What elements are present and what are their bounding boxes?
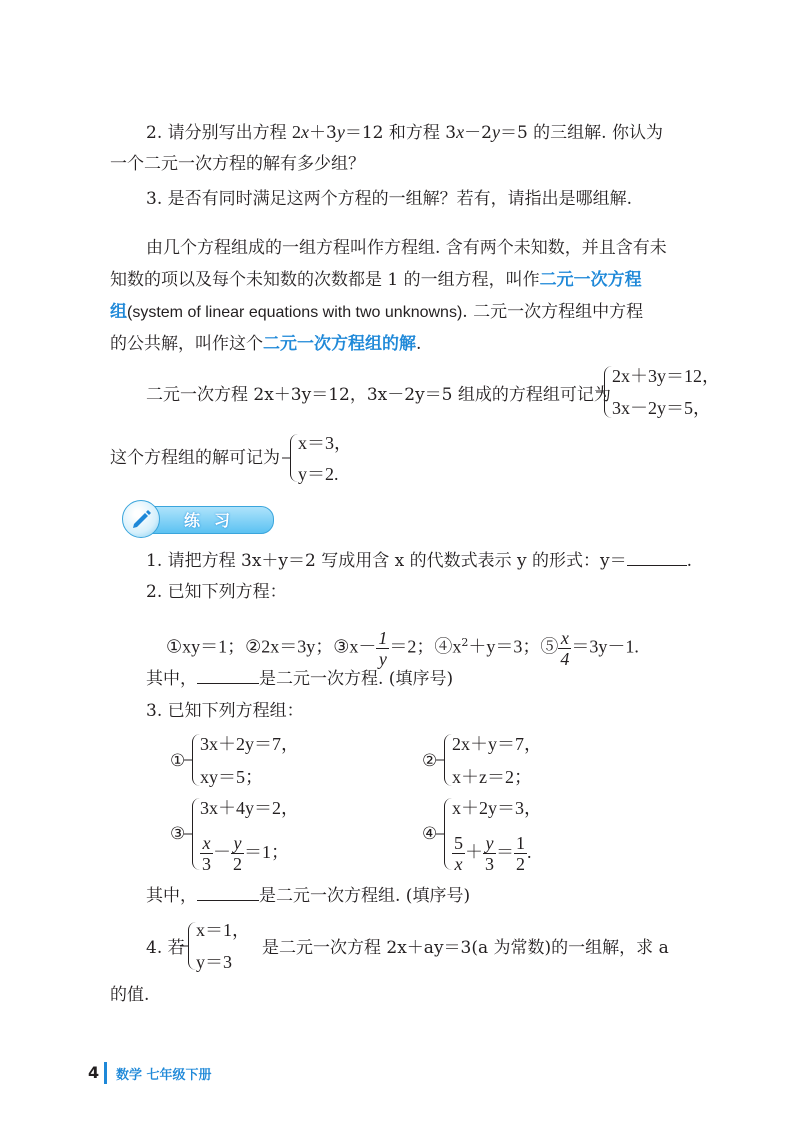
system-3-eq-1: 3x＋4y＝2， bbox=[200, 798, 299, 818]
definition-line-3: 组(system of linear equations with two unknowns). 二元一次方程组中方程 bbox=[110, 302, 644, 322]
brace bbox=[192, 734, 200, 786]
footer-title: 数学 七年级下册 bbox=[116, 1068, 212, 1083]
question-2-line-1: 2. 请分别写出方程 2x＋3y＝12 和方程 3x－2y＝5 的三组解. 你认为 bbox=[146, 122, 663, 143]
definition-line-4: 的公共解，叫作这个二元一次方程组的解. bbox=[110, 334, 422, 354]
system-4-label: ④ bbox=[422, 824, 438, 844]
solution-eq-2: y＝2. bbox=[298, 464, 339, 484]
system-3-label: ③ bbox=[170, 824, 186, 844]
system-1-label: ① bbox=[170, 751, 186, 771]
brace bbox=[192, 798, 200, 870]
definition-line-2: 知数的项以及每个未知数的次数都是 1 的一组方程，叫作二元一次方程 bbox=[110, 270, 642, 290]
term-linear-system: 二元一次方程 bbox=[539, 270, 642, 290]
exercise-2: 2. 已知下列方程： bbox=[146, 582, 287, 602]
exercise-1: 1. 请把方程 3x＋y＝2 写成用含 x 的代数式表示 y 的形式：y＝ . bbox=[146, 551, 693, 571]
answer-blank[interactable] bbox=[197, 669, 259, 684]
solution-lead: 这个方程组的解可记为 bbox=[110, 448, 280, 468]
system-1-eq-1: 3x＋2y＝7， bbox=[200, 734, 299, 754]
exercise-4-prefix: 4. 若 bbox=[146, 938, 185, 958]
system-2-eq-2: x＋z＝2； bbox=[452, 767, 532, 787]
exercise-3-fill: 其中， 是二元一次方程组. (填序号) bbox=[146, 886, 471, 906]
exercise-4-eq-2: y＝3 bbox=[196, 952, 232, 972]
system-3-eq-2: $\frac{x}{3}$ － $\frac{y}{2}$ ＝1； bbox=[202, 833, 289, 874]
system-4-eq-2: $\frac{5}{x}$ ＋ $\frac{y}{3}$ ＝ $\frac{1}{2}$ . bbox=[454, 833, 532, 874]
solution-eq-1: x＝3， bbox=[298, 433, 352, 453]
page-number: 4 bbox=[88, 1063, 100, 1082]
brace bbox=[444, 798, 452, 870]
example-lead: 二元一次方程 2x＋3y＝12，3x－2y＝5 组成的方程组可记为 bbox=[146, 385, 611, 405]
footer-divider bbox=[104, 1062, 107, 1084]
system-2-label: ② bbox=[422, 751, 438, 771]
brace bbox=[188, 922, 196, 970]
brace bbox=[604, 366, 612, 418]
exercise-3: 3. 已知下列方程组： bbox=[146, 701, 304, 721]
answer-blank[interactable] bbox=[627, 551, 687, 566]
definition-line-1: 由几个方程组成的一组方程叫作方程组. 含有两个未知数，并且含有未 bbox=[146, 238, 667, 258]
answer-blank[interactable] bbox=[197, 886, 259, 901]
system-1-eq-2: xy＝5； bbox=[200, 767, 263, 787]
question-3: 3. 是否有同时满足这两个方程的一组解？若有，请指出是哪组解. bbox=[146, 189, 633, 209]
system-2-eq-1: 2x＋y＝7， bbox=[452, 734, 542, 754]
exercise-2-fill: 其中， 是二元一次方程. (填序号) bbox=[146, 669, 454, 689]
exercise-badge: 练习 bbox=[112, 500, 272, 536]
question-2-line-2: 一个二元一次方程的解有多少组？ bbox=[110, 154, 365, 174]
pencil-icon bbox=[130, 506, 154, 530]
term-solution: 二元一次方程组的解 bbox=[263, 334, 416, 354]
system-4-eq-1: x＋2y＝3， bbox=[452, 798, 542, 818]
exercise-4-body: 是二元一次方程 2x＋ay＝3(a 为常数)的一组解，求 a bbox=[262, 938, 669, 958]
exercise-4-eq-1: x＝1， bbox=[196, 920, 250, 940]
exercise-4-tail: 的值. bbox=[110, 985, 150, 1005]
exercise-2-equations: ①xy＝1；②2x＝3y；③x－ $\frac{1}{y}$ ＝2；$④x^2+y=3$；⑤ $\frac{x}{4}$ ＝3y－1. bbox=[166, 627, 639, 669]
english-term: (system of linear equations with two unknowns) bbox=[127, 304, 463, 321]
system-eq-2: 3x－2y＝5， bbox=[612, 398, 711, 418]
brace bbox=[444, 734, 452, 786]
brace bbox=[290, 434, 298, 482]
system-eq-1: 2x＋3y＝12， bbox=[612, 366, 720, 386]
